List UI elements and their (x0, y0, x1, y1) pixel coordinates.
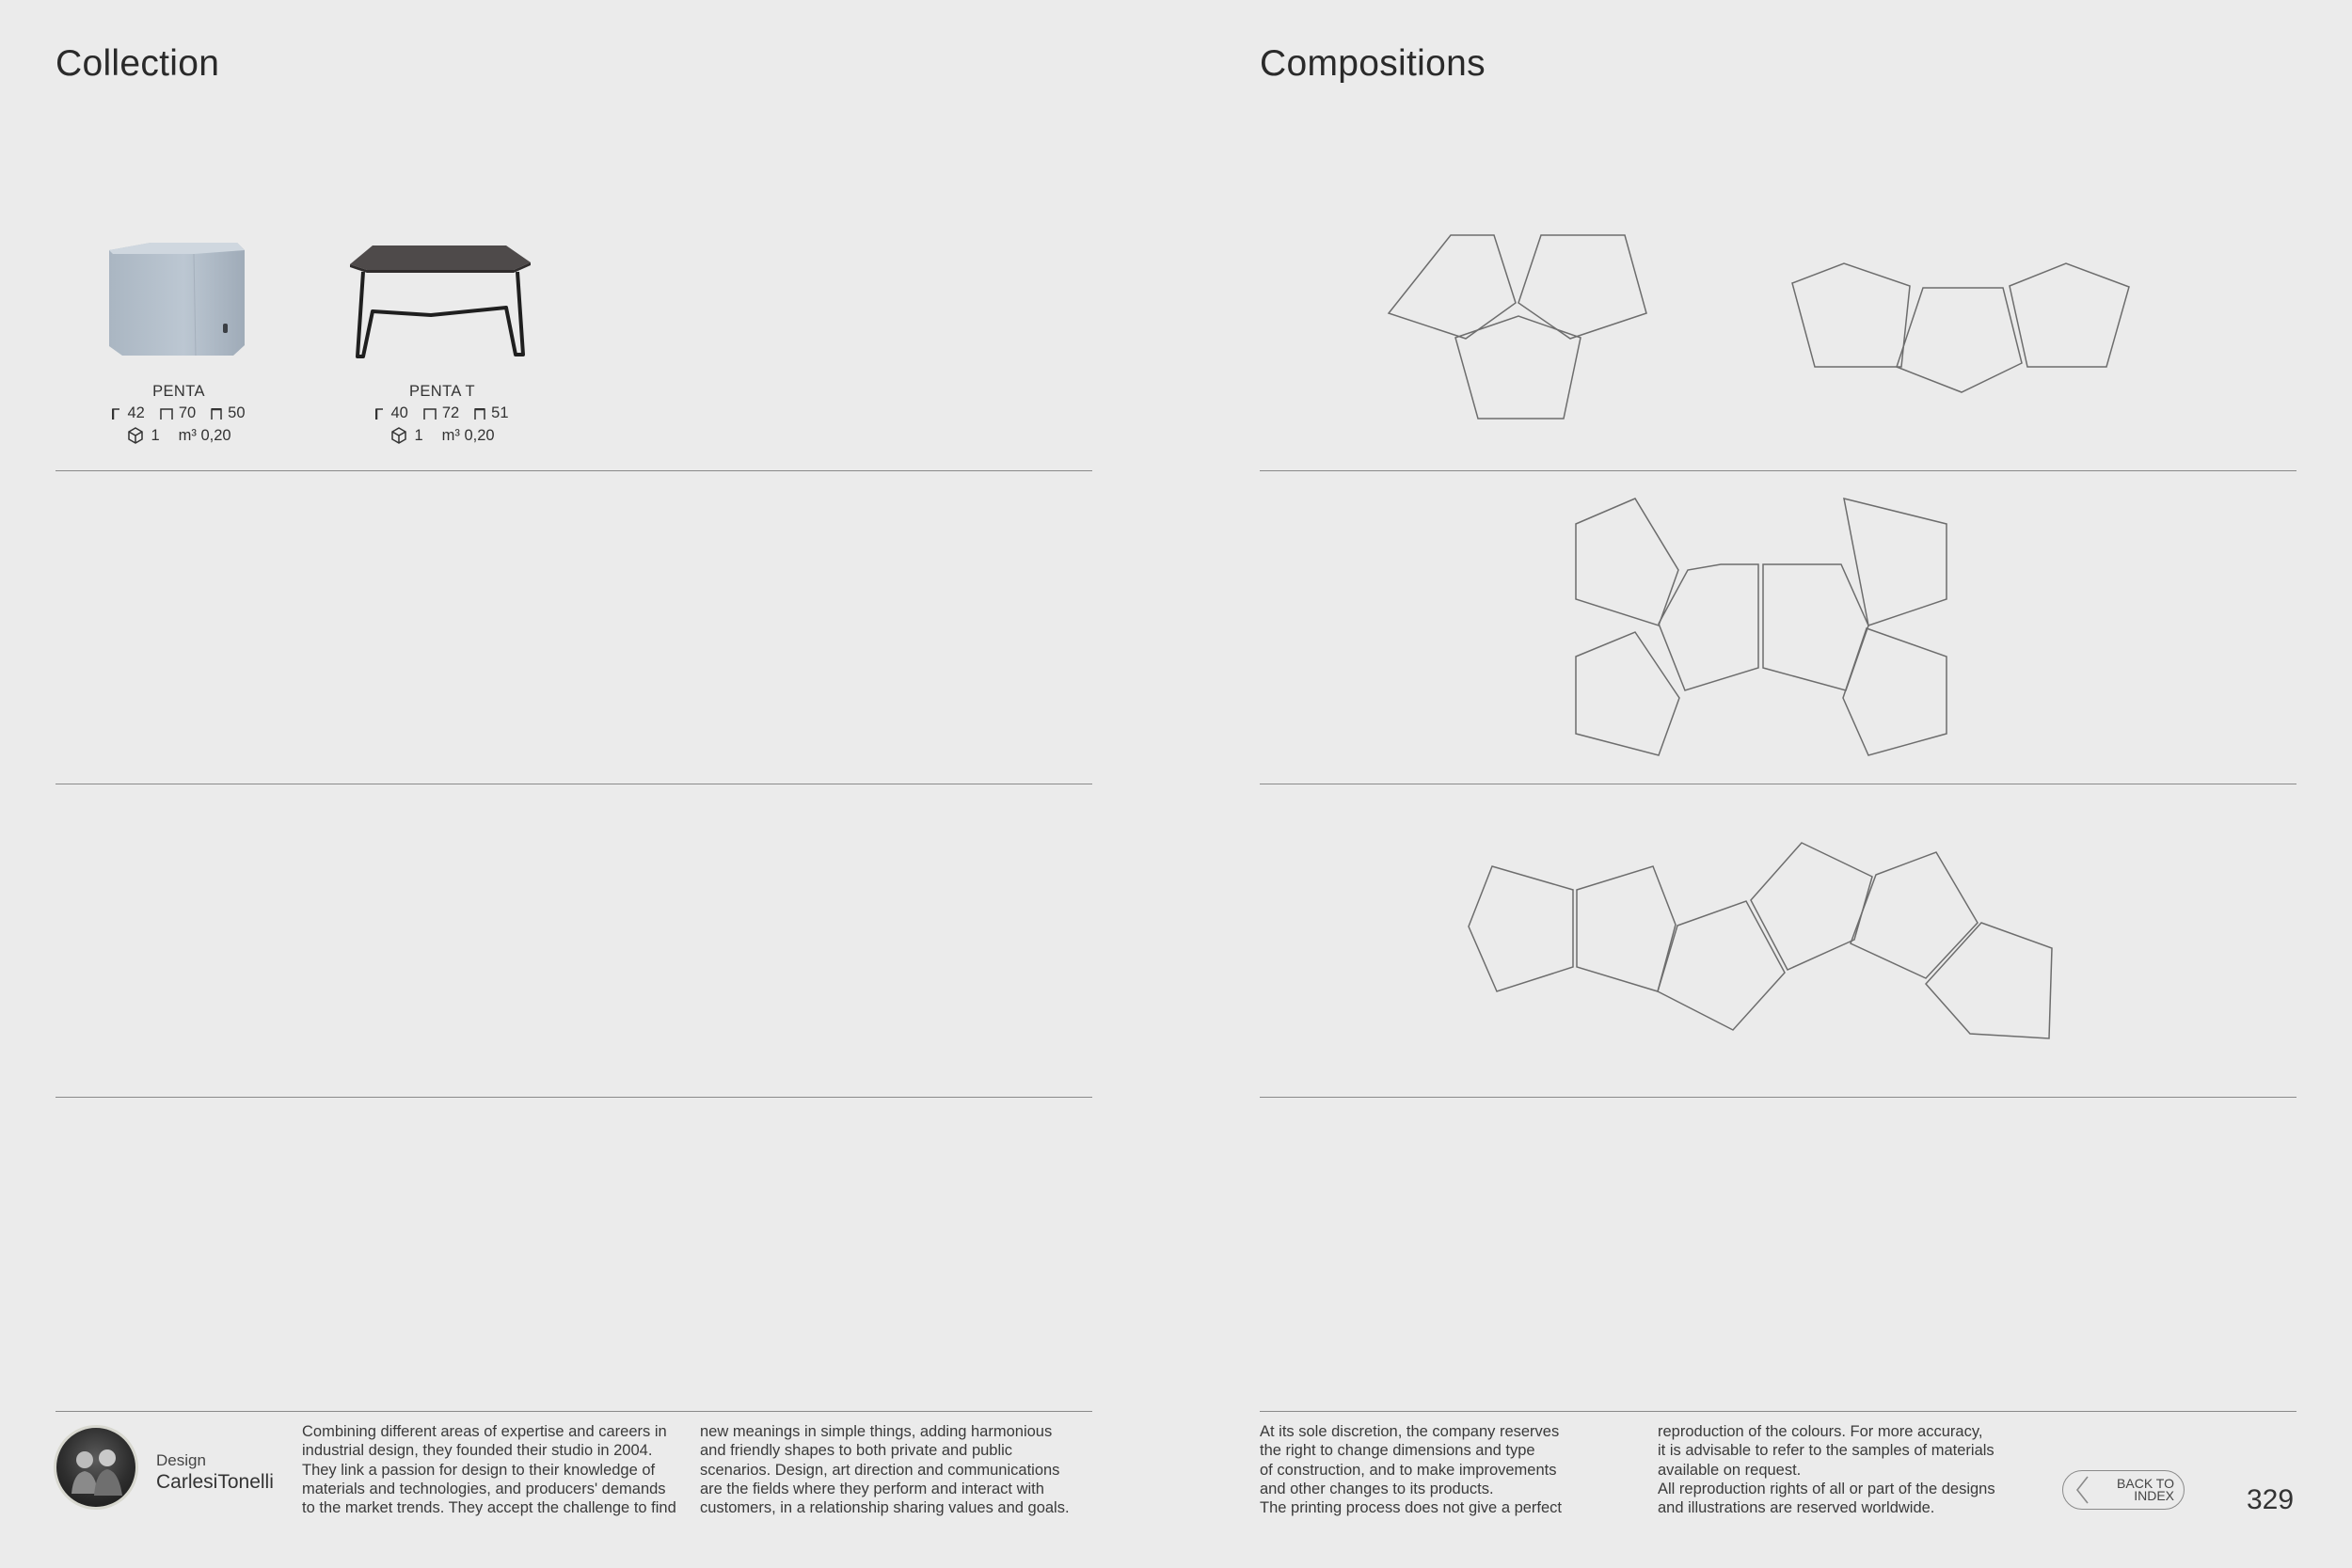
page-number: 329 (2247, 1484, 2295, 1515)
design-label: Design (156, 1451, 206, 1469)
dimensions-row (358, 404, 527, 422)
back-label-line1: BACK TO (2117, 1476, 2174, 1491)
designer-bio-column-1: Combining different areas of expertise and careers in industrial design, they founded their studio in 2004. They link a passion for design to their knowledge of materials and technologies, and producers' demands to the market trends. They accept the challenge to find (302, 1423, 676, 1517)
package-qty: 1 (414, 426, 423, 444)
package-volume: m³ 0,20 (178, 426, 231, 444)
designer-name: CarlesiTonelli (156, 1471, 274, 1493)
depth-icon (211, 408, 222, 420)
designer-photo (54, 1425, 138, 1510)
designer-bio-column-2: new meanings in simple things, adding harmonious and friendly shapes to both private and public scenarios. Design, art direction and communications are the fields where they perform and interact with customers, in a relationship sharing values and goals. (700, 1423, 1070, 1517)
width-value: 72 (441, 404, 460, 421)
product-penta-t (358, 383, 527, 445)
depth-value: 51 (491, 404, 509, 421)
product-name: PENTA T (408, 383, 476, 400)
width-value: 70 (178, 404, 197, 421)
chevron-left-icon (2073, 1473, 2093, 1507)
package-volume: m³ 0,20 (441, 426, 495, 444)
divider (56, 1411, 1092, 1412)
back-to-index-button[interactable] (2062, 1470, 2185, 1510)
divider (56, 1097, 1092, 1098)
back-label-line2: INDEX (2134, 1488, 2174, 1503)
compositions-heading: Compositions (1260, 43, 1486, 84)
collection-heading: Collection (56, 43, 220, 84)
depth-icon (474, 408, 485, 420)
height-value: 42 (127, 404, 145, 421)
divider (1260, 1411, 2296, 1412)
divider (1260, 470, 2296, 471)
height-value: 40 (390, 404, 408, 421)
depth-value: 50 (228, 404, 246, 421)
width-icon (423, 408, 437, 420)
disclaimer-column-2: reproduction of the colours. For more accuracy, it is advisable to refer to the samples of materials available on request. All reproduction rights of all or part of the designs and illustrations are reserved worldwide. (1658, 1423, 1995, 1517)
product-penta (94, 383, 263, 445)
penta-t-table-image[interactable] (346, 240, 534, 362)
height-icon (112, 408, 121, 420)
package-row (358, 426, 527, 445)
penta-pouf-image[interactable] (103, 237, 249, 359)
product-name: PENTA (152, 383, 205, 400)
package-icon (126, 426, 145, 445)
divider (56, 470, 1092, 471)
disclaimer-column-1: At its sole discretion, the company reserves the right to change dimensions and type of construction, and to make improvements and other changes to its products. The printing process does not give a perfect (1260, 1423, 1563, 1517)
package-row (94, 426, 263, 445)
dimensions-row (94, 404, 263, 422)
height-icon (375, 408, 385, 420)
divider (1260, 1097, 2296, 1098)
back-to-index-label (2117, 1478, 2174, 1502)
width-icon (160, 408, 173, 420)
package-icon (389, 426, 408, 445)
package-qty: 1 (151, 426, 160, 444)
